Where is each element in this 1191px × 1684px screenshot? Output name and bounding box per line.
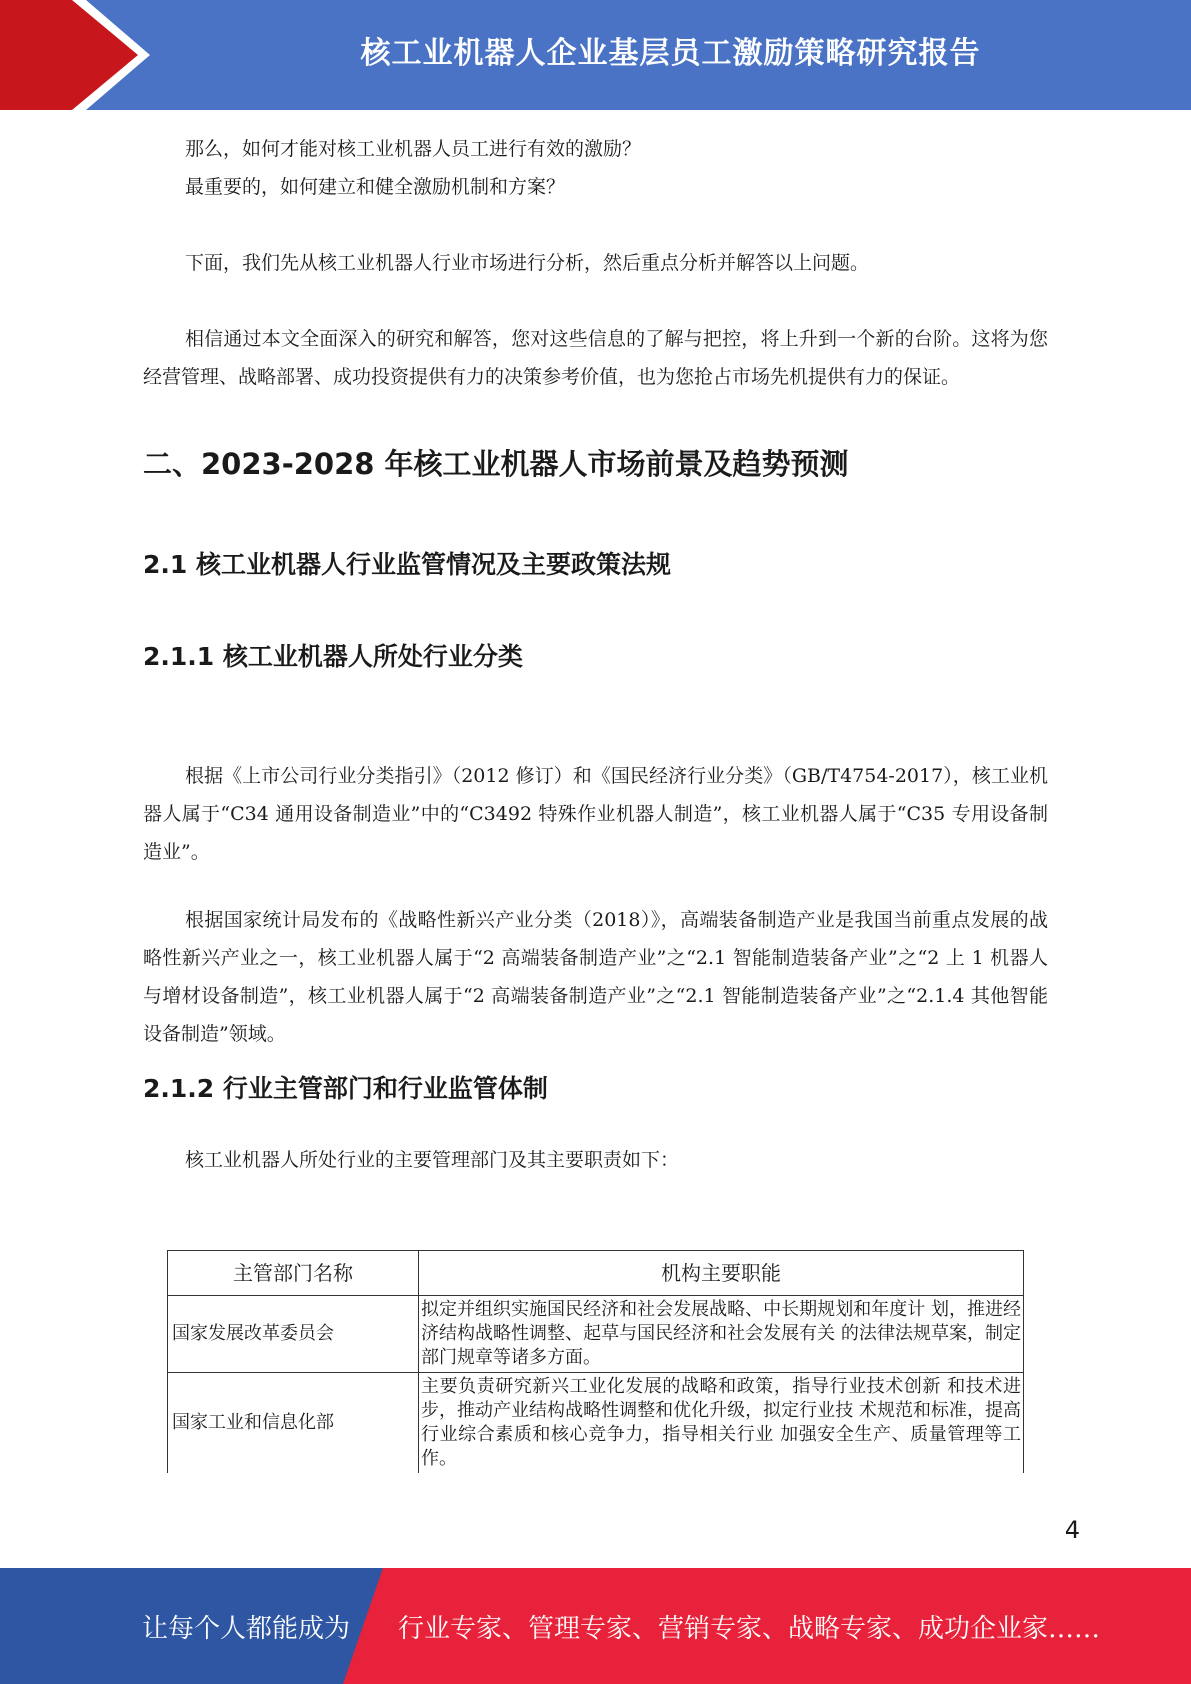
page-number: 4 — [1064, 1516, 1080, 1544]
table-cell-dept: 国家工业和信息化部 — [168, 1373, 419, 1474]
subsection-heading-2-1: 2.1 核工业机器人行业监管情况及主要政策法规 — [143, 550, 671, 579]
page-header — [0, 0, 1191, 110]
paragraph-4: 相信通过本文全面深入的研究和解答，您对这些信息的了解与把控，将上升到一个新的台阶。这将为您经营管理、战略部署、成功投资提供有力的决策参考价值，也为您抢占市场先机提供有力的保证。 — [143, 328, 1048, 388]
table-cell-dept: 国家发展改革委员会 — [168, 1296, 419, 1373]
regulators-table — [167, 1250, 1024, 1473]
paragraph-5: 根据《上市公司行业分类指引》（2012 修订）和《国民经济行业分类》（GB/T4754-2017），核工业机器人属于“C34 通用设备制造业”中的“C3492 特殊作业机器人制造”，核工业机器人属于“C35 专用设备制造业”。 — [143, 765, 1048, 863]
section-heading: 二、2023-2028 年核工业机器人市场前景及趋势预测 — [143, 447, 849, 481]
header-title: 核工业机器人企业基层员工激励策略研究报告 — [360, 36, 981, 71]
footer-slogan-left: 让每个人都能成为 — [142, 1613, 351, 1644]
page-footer — [0, 1568, 1191, 1684]
paragraph-1: 那么，如何才能对核工业机器人员工进行有效的激励？ — [185, 138, 642, 160]
subsection-heading-2-1-1: 2.1.1 核工业机器人所处行业分类 — [143, 642, 523, 671]
main-content — [143, 130, 1048, 1179]
paragraph-7: 核工业机器人所处行业的主要管理部门及其主要职责如下： — [185, 1149, 680, 1171]
table-header-duty: 机构主要职能 — [419, 1251, 1024, 1296]
table-row — [168, 1296, 1024, 1373]
table-cell-duty: 主要负责研究新兴工业化发展的战略和政策，指导行业技术创新 和技术进步，推动产业结构战略性调整和优化升级，拟定行业技 术规范和标准，提高行业综合素质和核心竞争力，指导相关行业 加强安全生产、质量管理等工作。 — [419, 1373, 1024, 1474]
subsection-heading-2-1-2: 2.1.2 行业主管部门和行业监管体制 — [143, 1074, 548, 1103]
table-row — [168, 1373, 1024, 1474]
paragraph-6: 根据国家统计局发布的《战略性新兴产业分类（2018）》，高端装备制造产业是我国当前重点发展的战略性新兴产业之一，核工业机器人属于“2 高端装备制造产业”之“2.1 智能制造装备产业”之“2 上 1 机器人与增材设备制造”，核工业机器人属于“2 高端装备制造产业”之“2.1 智能制造装备产业”之“2.1.4 其他智能设备制造”领域。 — [143, 909, 1048, 1045]
table-header-row — [168, 1251, 1024, 1296]
footer-slogan-right: 行业专家、管理专家、营销专家、战略专家、成功企业家…… — [398, 1613, 1101, 1644]
table-header-dept: 主管部门名称 — [168, 1251, 419, 1296]
table-cell-duty: 拟定并组织实施国民经济和社会发展战略、中长期规划和年度计 划，推进经济结构战略性调整、起草与国民经济和社会发展有关 的法律法规草案，制定部门规章等诸多方面。 — [419, 1296, 1024, 1373]
paragraph-2: 最重要的，如何建立和健全激励机制和方案？ — [185, 176, 566, 198]
paragraph-3: 下面，我们先从核工业机器人行业市场进行分析，然后重点分析并解答以上问题。 — [185, 252, 870, 274]
